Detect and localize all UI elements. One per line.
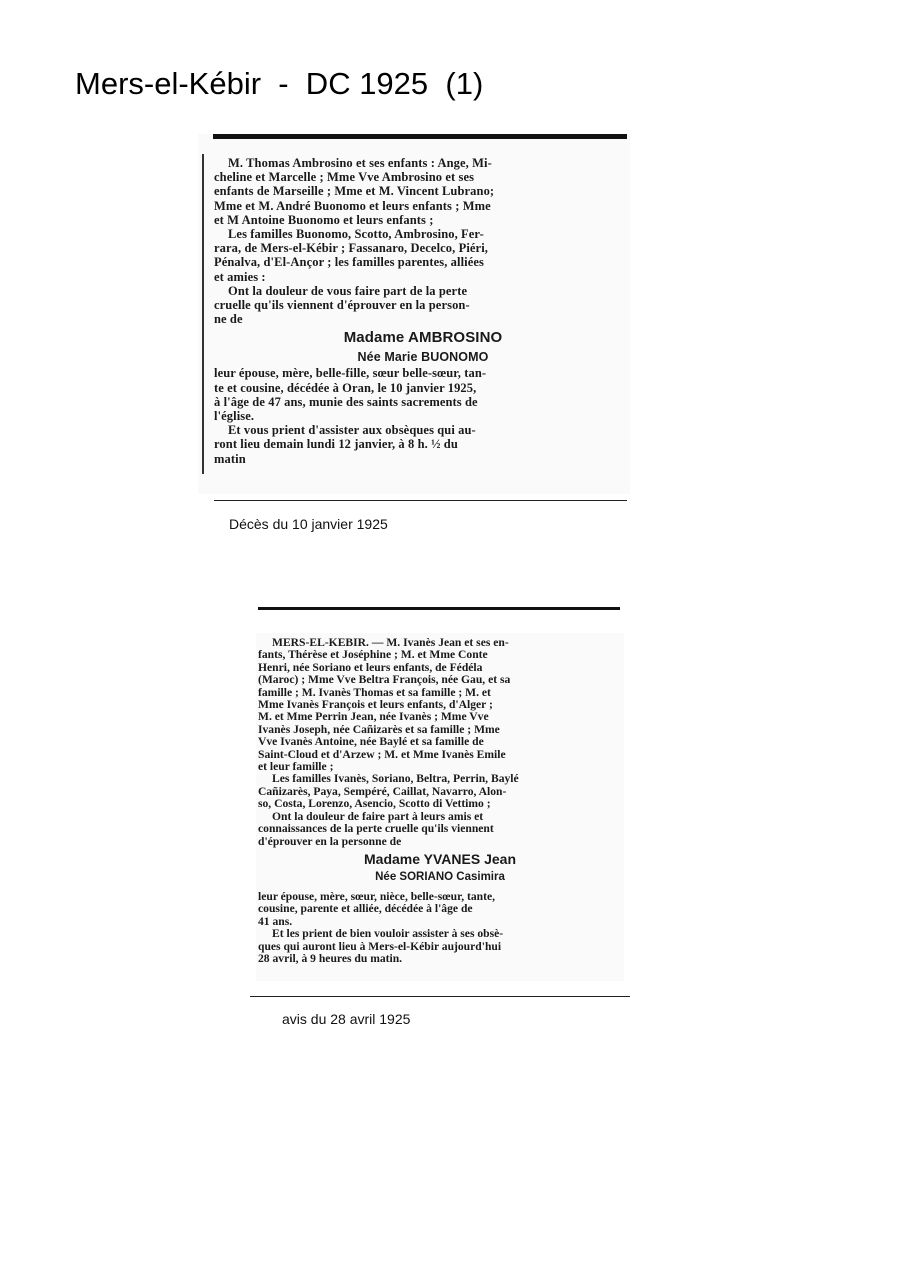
notice-line: l'église. [214,409,255,424]
notice-line: Ont la douleur de vous faire part de la perte [228,283,468,298]
notice-line: Pénalva, d'El-Ançor ; les familles parentes, alliées [214,255,484,270]
clipping-text [214,156,632,466]
notice-line: Et vous prient d'assister aux obsèques qui au- [228,423,476,438]
notice-line: fants, Thérèse et Joséphine ; M. et Mme Conte [258,649,488,662]
notice-line: ront lieu demain lundi 12 janvier, à 8 h. ½ du [214,437,458,452]
notice-line: cousine, parente et alliée, décédée à l'âge de [258,903,473,916]
notice-line: et M Antoine Buonomo et leurs enfants ; [214,212,434,227]
notice-line: connaissances de la perte cruelle qu'ils viennent [258,823,494,836]
notice-line: matin [214,451,246,466]
notice-line: ne de [214,312,243,327]
notice-line: cruelle qu'ils viennent d'éprouver en la person- [214,298,470,313]
page-title: Mers-el-Kébir - DC 1925 (1) [75,66,484,101]
notice-line: M. Thomas Ambrosino et ses enfants : Ange, Mi- [228,156,492,170]
notice-line: Les familles Ivanès, Soriano, Beltra, Perrin, Baylé [272,773,519,786]
obituary-clipping-yvanes [256,633,624,981]
notice-line: enfants de Marseille ; Mme et M. Vincent Lubrano; [214,184,495,199]
clipping-left-rule [202,154,204,474]
deceased-name: Madame AMBROSINO [343,329,503,347]
notice-line: Ont la douleur de faire part à leurs amis et [272,810,484,823]
notice-line: so, Costa, Lorenzo, Asencio, Scotto di Vettimo ; [258,798,491,811]
notice-line: te et cousine, décédée à Oran, le 10 janvier 1925, [214,380,477,395]
notice-line: et amies : [214,269,266,284]
notice-line: Saint-Cloud et d'Arzew ; M. et Mme Ivanès Emile [258,748,506,761]
divider-rule [250,996,630,997]
notice-line: Les familles Buonomo, Scotto, Ambrosino, Fer- [228,227,484,242]
notice-line: rara, de Mers-el-Kébir ; Fassanaro, Decelco, Piéri, [214,241,488,256]
notice-line: famille ; M. Ivanès Thomas et sa famille ; M. et [258,686,491,699]
obituary-clipping-ambrosino [198,134,630,494]
notice-line: (Maroc) ; Mme Vve Beltra François, née Gau, et sa [258,674,511,687]
caption-notice-2: avis du 28 avril 1925 [282,1011,411,1027]
notice-line: Et les prient de bien vouloir assister à ses obsè- [272,928,504,941]
notice-line: Ivanès Joseph, née Cañizarès et sa famille ; Mme [258,723,500,736]
notice-line: et leur famille ; [258,761,334,774]
notice-line: leur épouse, mère, belle-fille, sœur belle-sœur, tan- [214,366,487,381]
clipping-text [258,637,622,965]
notice-line: 28 avril, à 9 heures du matin. [258,952,403,965]
maiden-name: Née Marie BUONOMO [357,350,489,365]
deceased-name: Madame YVANES Jean [364,850,516,867]
notice-line: leur épouse, mère, sœur, nièce, belle-sœur, tante, [258,890,496,903]
notice-line: cheline et Marcelle ; Mme Vve Ambrosino et ses [214,170,475,185]
clipping-top-rule [258,607,620,610]
maiden-name: Née SORIANO Casimira [375,870,505,883]
divider-rule [214,500,627,501]
clipping-top-rule [213,134,627,139]
notice-line: MERS-EL-KEBIR. — M. Ivanès Jean et ses en- [272,637,509,649]
notice-line: Cañizarès, Paya, Sempéré, Caillat, Navarro, Alon- [258,785,507,798]
notice-line: ques qui auront lieu à Mers-el-Kébir aujourd'hui [258,940,502,953]
notice-line: Vve Ivanès Antoine, née Baylé et sa famille de [258,736,484,749]
caption-notice-1: Décès du 10 janvier 1925 [229,516,388,532]
notice-line: à l'âge de 47 ans, munie des saints sacrements de [214,394,478,409]
notice-line: d'éprouver en la personne de [258,835,402,848]
notice-line: 41 ans. [258,915,293,928]
notice-line: Henri, née Soriano et leurs enfants, de Fédéla [258,661,483,674]
notice-line: Mme Ivanès François et leurs enfants, d'Alger ; [258,699,493,712]
notice-line: Mme et M. André Buonomo et leurs enfants ; Mme [214,198,491,213]
notice-line: M. et Mme Perrin Jean, née Ivanès ; Mme Vve [258,711,489,724]
